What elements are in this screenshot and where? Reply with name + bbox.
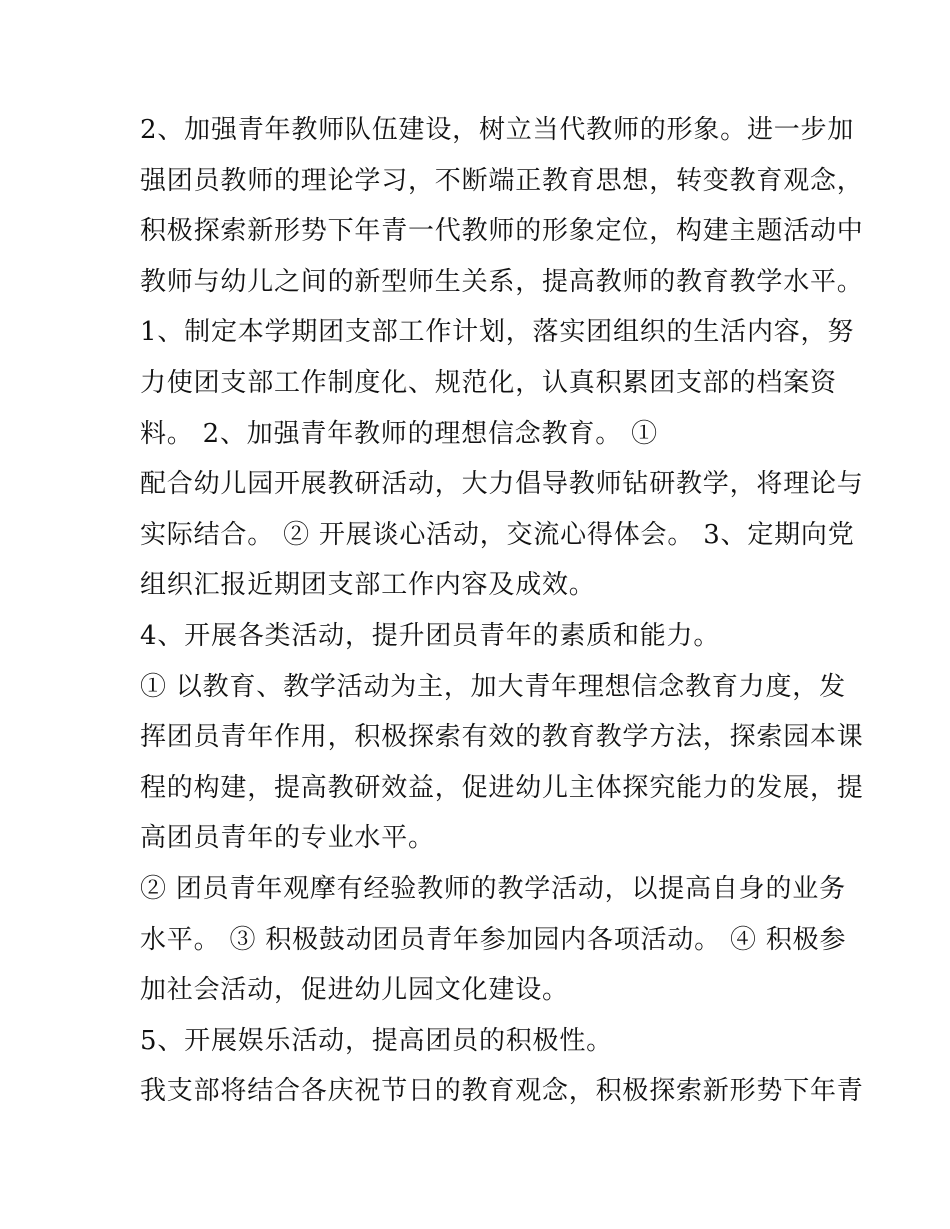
text-line: 料。 2、加强青年教师的理想信念教育。 ① — [140, 418, 658, 449]
text-line: 加社会活动，促进幼儿园文化建设。 — [140, 975, 569, 1006]
text-line: 我支部将结合各庆祝节日的教育观念，积极探索新形势下年青 — [140, 1076, 864, 1107]
text-line: ① 以教育、教学活动为主，加大青年理想信念教育力度，发 — [140, 671, 846, 702]
text-line: 高团员青年的专业水平。 — [140, 823, 435, 854]
text-line: 实际结合。 ② 开展谈心活动，交流心得体会。 3、定期向党 — [140, 519, 855, 550]
text-line: 强团员教师的理论学习，不断端正教育思想，转变教育观念， — [140, 165, 864, 196]
text-line: 挥团员青年作用，积极探索有效的教育教学方法，探索园本课 — [140, 722, 864, 753]
text-line: 组织汇报近期团支部工作内容及成效。 — [140, 570, 596, 601]
text-line: 教师与幼儿之间的新型师生关系，提高教师的教育教学水平。 — [140, 266, 864, 297]
text-line: ② 团员青年观摩有经验教师的教学活动，以提高自身的业务 — [140, 873, 846, 904]
text-line: 1、制定本学期团支部工作计划，落实团组织的生活内容，努 — [140, 317, 855, 348]
text-line: 5、开展娱乐活动，提高团员的积极性。 — [140, 1025, 613, 1056]
document-body — [140, 105, 864, 1117]
text-line: 配合幼儿园开展教研活动，大力倡导教师钻研教学，将理论与 — [140, 469, 864, 500]
text-line: 积极探索新形势下年青一代教师的形象定位，构建主题活动中 — [140, 216, 864, 247]
text-line: 力使团支部工作制度化、规范化，认真积累团支部的档案资 — [140, 367, 837, 398]
text-line: 2、加强青年教师队伍建设，树立当代教师的形象。进一步加 — [140, 115, 855, 145]
text-line: 程的构建，提高教研效益，促进幼儿主体探究能力的发展，提 — [140, 772, 864, 803]
text-line: 水平。 ③ 积极鼓动团员青年参加园内各项活动。 ④ 积极参 — [140, 924, 847, 955]
text-line: 4、开展各类活动，提升团员青年的素质和能力。 — [140, 620, 721, 651]
